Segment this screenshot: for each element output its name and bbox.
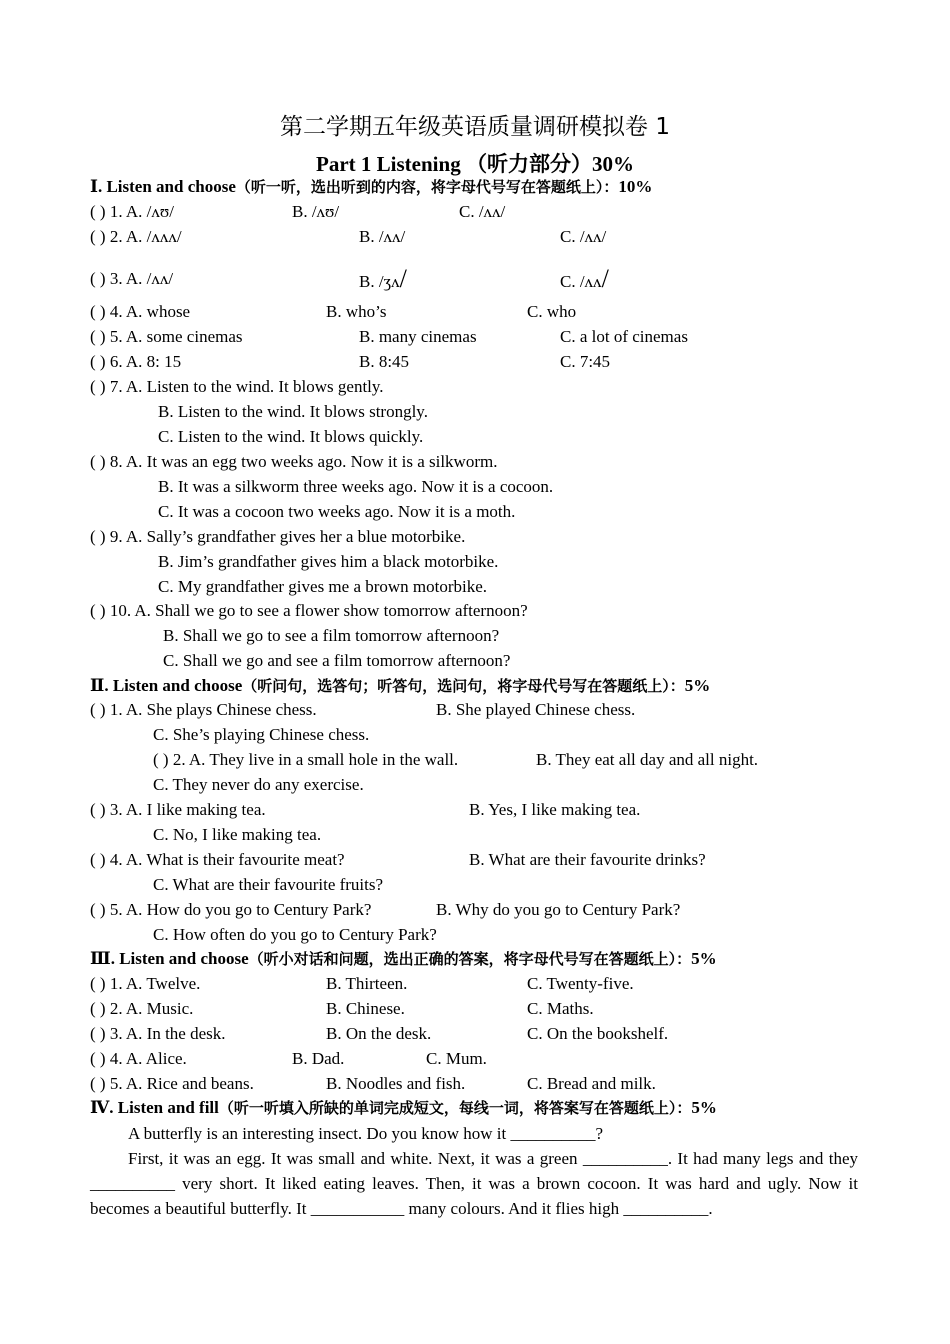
section-number: Ⅲ. xyxy=(90,949,115,968)
section-score: 5% xyxy=(691,949,717,968)
question-option: B. /ʒʌ/ xyxy=(359,264,407,293)
question-option: ( ) 6. A. 8: 15 xyxy=(90,352,182,371)
question-option: ( ) 7. A. Listen to the wind. It blows gently. xyxy=(90,377,384,396)
question-option: B. Chinese. xyxy=(326,999,405,1018)
question-option: ( ) 5. A. some cinemas xyxy=(90,327,243,346)
question-option: B. They eat all day and all night. xyxy=(536,750,759,769)
question-option: B. Shall we go to see a film tomorrow afternoon? xyxy=(163,626,500,645)
question-option: C. What are their favourite fruits? xyxy=(153,875,384,894)
question-option: C. a lot of cinemas xyxy=(560,327,688,346)
question-option: B. On the desk. xyxy=(326,1024,432,1043)
question-option: ( ) 4. A. Alice. xyxy=(90,1049,187,1068)
section-number: Ⅱ. xyxy=(90,676,109,695)
question-option: C. No, I like making tea. xyxy=(153,825,322,844)
section-instruction: （听小对话和问题，选出正确的答案，将字母代号写在答题纸上）： xyxy=(248,950,692,968)
section-number: Ⅰ. xyxy=(90,177,103,196)
question-option: C. /ʌʌ/ xyxy=(560,264,609,293)
section-instruction: （听一听填入所缺的单词完成短文，每线一词，将答案写在答题纸上）： xyxy=(218,1099,692,1117)
question-option: ( ) 4. A. What is their favourite meat? xyxy=(90,850,345,869)
question-option: C. Mum. xyxy=(426,1049,487,1068)
question-option: C. She’s playing Chinese chess. xyxy=(153,725,370,744)
question-option: ( ) 3. A. In the desk. xyxy=(90,1024,226,1043)
question-option: B. Dad. xyxy=(292,1049,345,1068)
question-option: ( ) 3. A. /ʌʌ/ xyxy=(90,269,174,288)
question-option: B. Why do you go to Century Park? xyxy=(436,900,681,919)
section-2-heading xyxy=(90,676,710,696)
question-option: C. Maths. xyxy=(527,999,594,1018)
section-title: Listen and choose xyxy=(114,949,249,968)
question-option: C. who xyxy=(527,302,577,321)
section-4-heading xyxy=(90,1098,717,1118)
question-option: B. Listen to the wind. It blows strongly. xyxy=(158,402,428,421)
question-option: ( ) 9. A. Sally’s grandfather gives her a blue motorbike. xyxy=(90,527,466,546)
question-option: C. On the bookshelf. xyxy=(527,1024,669,1043)
question-option: C. Shall we go and see a film tomorrow afternoon? xyxy=(163,651,511,670)
question-option: B. Yes, I like making tea. xyxy=(469,800,641,819)
question-option: C. Bread and milk. xyxy=(527,1074,656,1093)
question-option: ( ) 1. A. Twelve. xyxy=(90,974,201,993)
question-option: B. What are their favourite drinks? xyxy=(469,850,706,869)
page-title: 第二学期五年级英语质量调研模拟卷 1 xyxy=(280,114,670,140)
question-option: ( ) 3. A. I like making tea. xyxy=(90,800,266,819)
question-option: ( ) 4. A. whose xyxy=(90,302,191,321)
section-number: Ⅳ. xyxy=(90,1098,114,1117)
question-option: B. /ʌʊ/ xyxy=(292,202,340,221)
option-text: C. /ʌʌ xyxy=(560,272,602,291)
question-option: B. Thirteen. xyxy=(326,974,408,993)
section-instruction: （听一听，选出听到的内容，将字母代号写在答题纸上）： xyxy=(235,178,619,196)
question-option: B. It was a silkworm three weeks ago. Now it is a cocoon. xyxy=(158,477,554,496)
question-option: ( ) 2. A. Music. xyxy=(90,999,194,1018)
section-score: 5% xyxy=(684,676,711,695)
question-option: B. Jim’s grandfather gives him a black motorbike. xyxy=(158,552,499,571)
question-option: C. Twenty-five. xyxy=(527,974,634,993)
section-score: 10% xyxy=(618,177,653,196)
question-option: ( ) 5. A. How do you go to Century Park? xyxy=(90,900,372,919)
question-option: ( ) 5. A. Rice and beans. xyxy=(90,1074,254,1093)
section-3-heading xyxy=(90,949,717,969)
question-option: ( ) 8. A. It was an egg two weeks ago. Now it is a silkworm. xyxy=(90,452,498,471)
section-1-heading xyxy=(90,177,652,197)
question-option: B. She played Chinese chess. xyxy=(436,700,636,719)
question-option: B. /ʌʌ/ xyxy=(359,227,406,246)
question-option: C. They never do any exercise. xyxy=(153,775,364,794)
question-option: B. who’s xyxy=(326,302,387,321)
section-score: 5% xyxy=(691,1098,717,1117)
question-option: C. It was a cocoon two weeks ago. Now it is a moth. xyxy=(158,502,516,521)
question-option: C. How often do you go to Century Park? xyxy=(153,925,437,944)
fill-in-passage xyxy=(90,1121,858,1221)
question-option: B. many cinemas xyxy=(359,327,477,346)
question-option: ( ) 1. A. She plays Chinese chess. xyxy=(90,700,317,719)
question-option: C. 7:45 xyxy=(560,352,611,371)
section-title: Listen and fill xyxy=(113,1098,219,1117)
question-option: ( ) 2. A. They live in a small hole in the wall. xyxy=(153,750,459,769)
question-option: C. /ʌʌ/ xyxy=(560,227,607,246)
section-title: Listen and choose xyxy=(108,676,243,695)
question-option: C. Listen to the wind. It blows quickly. xyxy=(158,427,424,446)
question-option: B. 8:45 xyxy=(359,352,410,371)
section-title: Listen and choose xyxy=(102,177,236,196)
question-option: ( ) 10. A. Shall we go to see a flower show tomorrow afternoon? xyxy=(90,601,528,620)
question-option: C. My grandfather gives me a brown motorbike. xyxy=(158,577,488,596)
passage-paragraph: A butterfly is an interesting insect. Do you know how it __________? xyxy=(128,1124,603,1143)
question-option: ( ) 1. A. /ʌʊ/ xyxy=(90,202,174,221)
passage-paragraph: First, it was an egg. It was small and white. Next, it was a green __________. It had many legs and they __________ very short. It liked eating leaves. Then, it was a brown cocoon. It was hard and ugly. Now it becomes a beautiful butterfly. It ___________ many colours. And it flies high __________. xyxy=(90,1149,858,1218)
page-subtitle: Part 1 Listening （听力部分）30% xyxy=(316,152,634,176)
question-option: B. Noodles and fish. xyxy=(326,1074,466,1093)
question-option: ( ) 2. A. /ʌʌʌ/ xyxy=(90,227,182,246)
option-text: B. /ʒʌ xyxy=(359,272,400,291)
question-option: C. /ʌʌ/ xyxy=(459,202,506,221)
section-instruction: （听问句，选答句；听答句，选问句，将字母代号写在答题纸上）： xyxy=(242,677,685,695)
